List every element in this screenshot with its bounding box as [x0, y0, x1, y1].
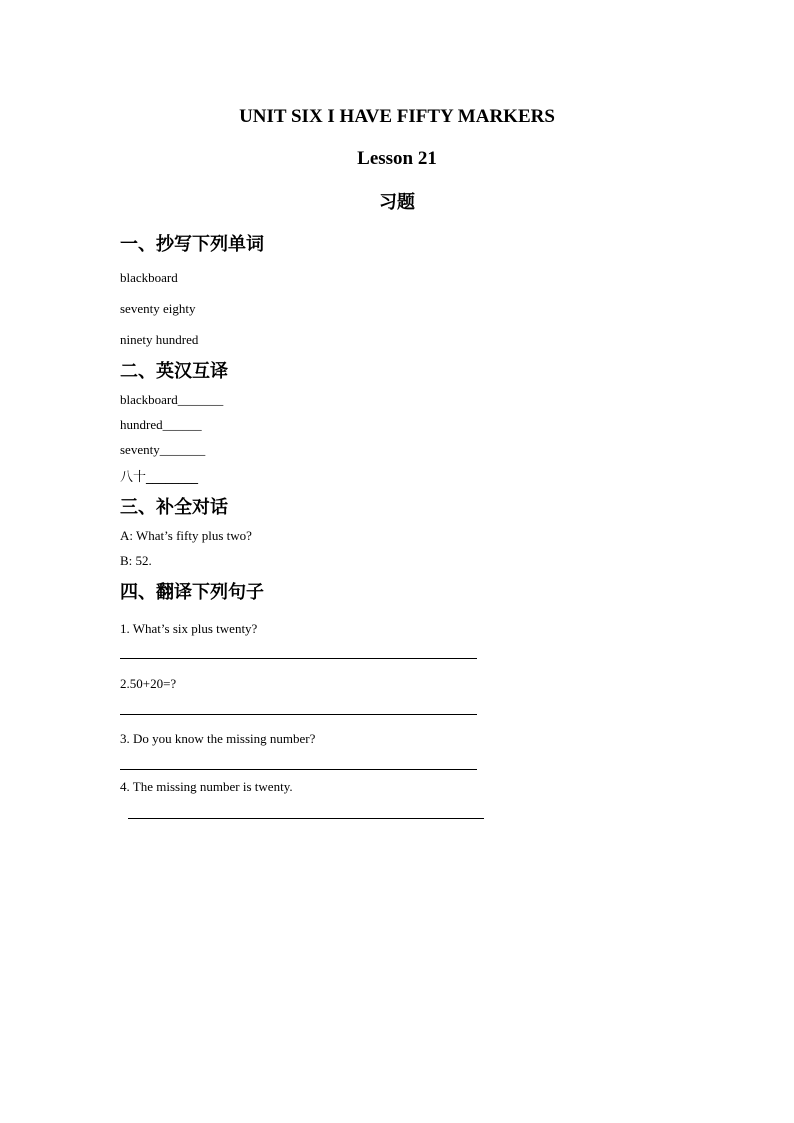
- section4-heading: 四、翻译下列句子: [120, 582, 264, 603]
- translation-question: 1. What’s six plus twenty?: [120, 621, 258, 636]
- section1-line: seventy eighty: [120, 301, 196, 316]
- answer-line: [120, 769, 477, 770]
- section1-line: ninety hundred: [120, 332, 199, 347]
- section1-heading: 一、抄写下列单词: [120, 234, 264, 255]
- section2-line: seventy_______: [120, 442, 206, 457]
- section3-heading: 三、补全对话: [120, 497, 228, 518]
- dialogue-line-b: B: 52.: [120, 553, 152, 568]
- lesson-title: Lesson 21: [357, 148, 437, 169]
- section2-line: blackboard_______: [120, 392, 224, 407]
- answer-line: [120, 714, 477, 715]
- translation-question: 3. Do you know the missing number?: [120, 731, 316, 746]
- exercise-title: 习题: [379, 192, 415, 213]
- answer-line: [128, 818, 484, 819]
- section2-heading: 二、英汉互译: [120, 361, 228, 382]
- answer-line: [120, 658, 477, 659]
- dialogue-line-a: A: What’s fifty plus two?: [120, 528, 252, 543]
- section2-line: 八十________: [120, 470, 199, 485]
- translation-question: 2.50+20=?: [120, 676, 177, 691]
- section2-line: hundred______: [120, 417, 202, 432]
- translation-question: 4. The missing number is twenty.: [120, 779, 293, 794]
- section1-line: blackboard: [120, 270, 178, 285]
- unit-title: UNIT SIX I HAVE FIFTY MARKERS: [239, 106, 555, 127]
